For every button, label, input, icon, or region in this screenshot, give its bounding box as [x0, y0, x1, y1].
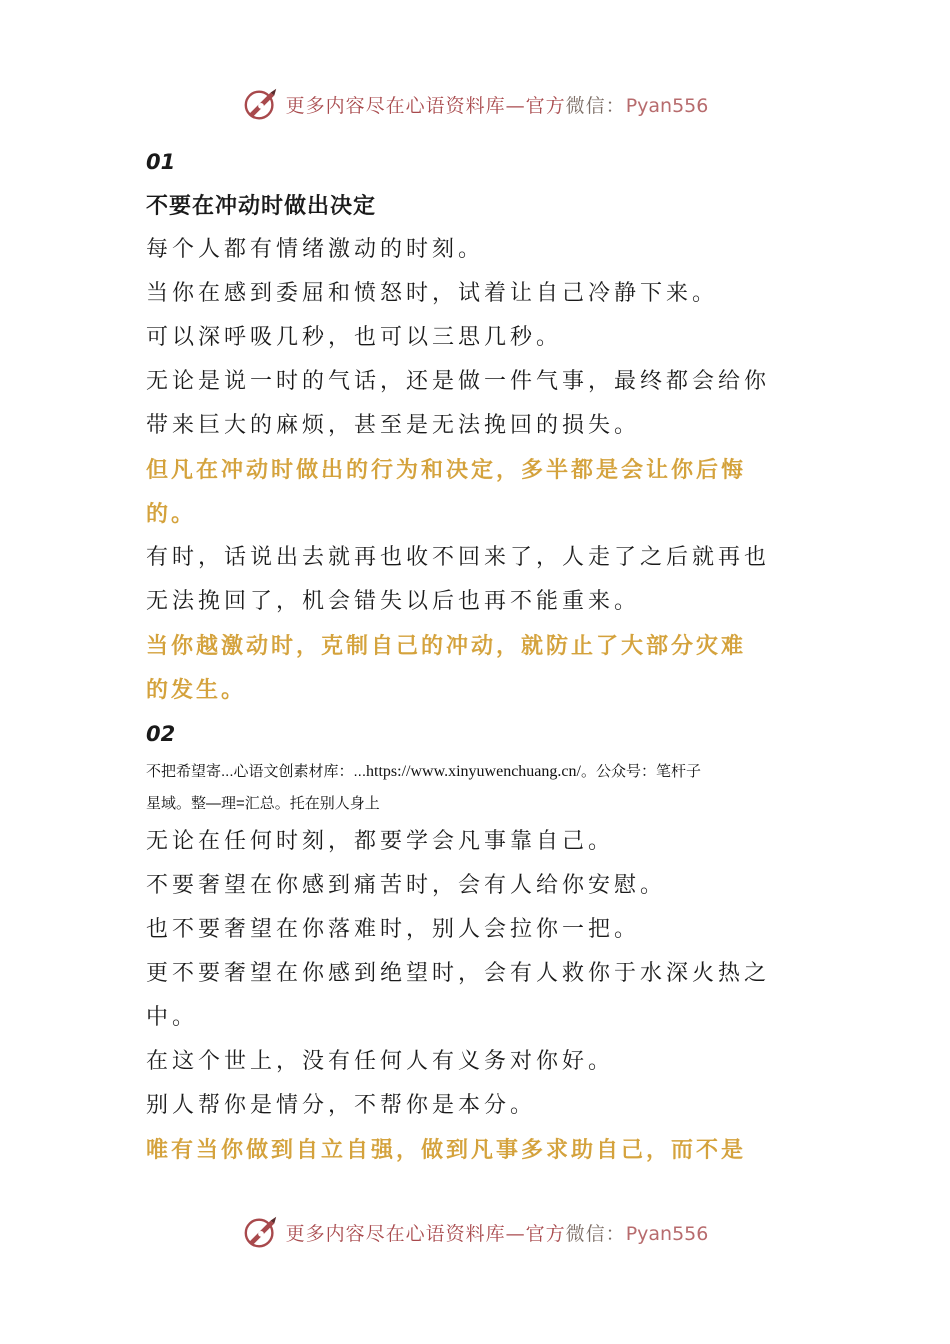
- highlight-line: 当你越激动时，克制自己的冲动，就防止了大部分灾难: [146, 633, 747, 659]
- pen-logo-icon: [242, 1213, 280, 1251]
- section-title: 不要在冲动时做出决定: [146, 193, 377, 219]
- document-body: [146, 140, 816, 1172]
- paragraph-line: 别人帮你是情分，不帮你是本分。: [146, 1093, 537, 1118]
- banner-text: 更多内容尽在心语资料库—官方微信：Pyan556: [285, 1222, 709, 1245]
- watermark-line: 星域。整—理=汇总。托在别人身上: [146, 795, 380, 812]
- highlight-line: 的。: [146, 501, 197, 527]
- watermark-line: 不把希望寄...心语文创素材库：...https://www.xinyuwenchuang.cn/。公众号：笔杆子: [146, 763, 701, 780]
- paragraph-line: 更不要奢望在你感到绝望时，会有人救你于水深火热之: [146, 961, 771, 986]
- paragraph-line: 无论在任何时刻，都要学会凡事靠自己。: [146, 829, 615, 854]
- highlight-line: 但凡在冲动时做出的行为和决定，多半都是会让你后悔: [146, 457, 747, 483]
- paragraph-line: 在这个世上，没有任何人有义务对你好。: [146, 1049, 615, 1074]
- paragraph-line: 带来巨大的麻烦，甚至是无法挽回的损失。: [146, 413, 641, 438]
- watermark-url: https://www.xinyuwenchuang.cn/: [366, 763, 581, 780]
- paragraph-line: 不要奢望在你感到痛苦时，会有人给你安慰。: [146, 873, 667, 898]
- paragraph-line: 中。: [146, 1005, 199, 1030]
- paragraph-line: 有时，话说出去就再也收不回来了，人走了之后就再也: [146, 545, 771, 570]
- pen-logo-icon: [242, 85, 280, 123]
- section-number: 01: [146, 150, 176, 174]
- paragraph-line: 无论是说一时的气话，还是做一件气事，最终都会给你: [146, 369, 771, 394]
- highlight-line: 唯有当你做到自立自强，做到凡事多求助自己，而不是: [146, 1137, 747, 1163]
- paragraph-line: 可以深呼吸几秒，也可以三思几秒。: [146, 325, 563, 350]
- footer-banner: [0, 1210, 950, 1254]
- highlight-line: 的发生。: [146, 677, 247, 703]
- section-number: 02: [146, 722, 176, 746]
- paragraph-line: 无法挽回了，机会错失以后也再不能重来。: [146, 589, 641, 614]
- header-banner: [0, 82, 950, 126]
- paragraph-line: 当你在感到委屈和愤怒时，试着让自己冷静下来。: [146, 281, 719, 306]
- paragraph-line: 每个人都有情绪激动的时刻。: [146, 237, 485, 262]
- banner-text: 更多内容尽在心语资料库—官方微信：Pyan556: [285, 94, 709, 117]
- paragraph-line: 也不要奢望在你落难时，别人会拉你一把。: [146, 917, 641, 942]
